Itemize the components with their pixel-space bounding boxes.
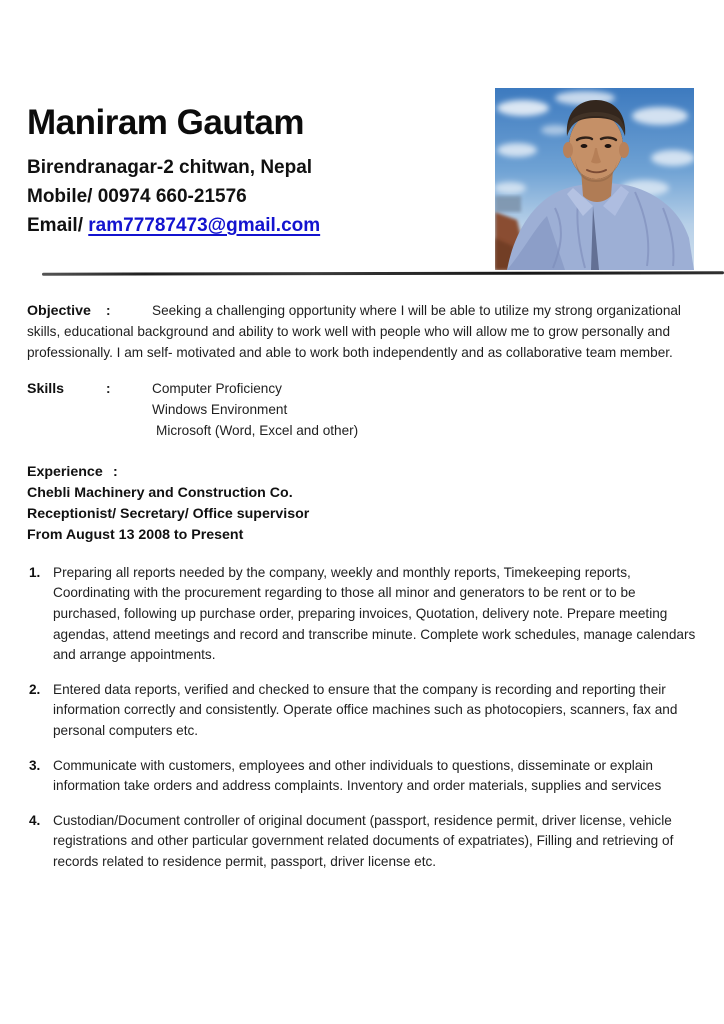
- contact-block: [27, 153, 487, 240]
- person-name: Maniram Gautam: [27, 103, 304, 142]
- duty-text: Communicate with customers, employees and other individuals to questions, disseminate or explain information take orders and address complaints. Inventory and order materials, supplies and services: [53, 757, 662, 794]
- email-link[interactable]: ram77787473@gmail.com: [88, 215, 321, 236]
- skills-list: [152, 379, 358, 441]
- duty-number: 2.: [29, 681, 41, 697]
- skill-item: Computer Proficiency: [152, 381, 282, 397]
- experience-label: Experience: [27, 463, 103, 480]
- skill-item: Windows Environment: [152, 402, 288, 418]
- objective-label: Objective: [27, 303, 91, 319]
- resume-header: [27, 100, 487, 240]
- address-line: Birendranagar-2 chitwan, Nepal: [27, 157, 313, 178]
- experience-colon: :: [113, 463, 118, 480]
- mobile-number: 00974 660-21576: [97, 186, 247, 207]
- duty-text: Entered data reports, verified and checked to ensure that the company is recording and reporting their information correctly and consistently. Operate office machines such as photocopiers, scanners, fax and personal computers etc.: [53, 681, 678, 738]
- objective-section: [27, 301, 705, 363]
- header-divider: [42, 271, 724, 275]
- email-line: [27, 211, 487, 240]
- skills-colon: :: [106, 381, 111, 397]
- duty-text: Custodian/Document controller of original document (passport, residence permit, driver license, vehicle registrations and other particular government related documents of expatriates), Filling and retrieving of records related to residence permit, passport, driver license etc.: [53, 812, 674, 869]
- email-label: Email/: [27, 215, 83, 236]
- duty-item: [27, 680, 705, 742]
- experience-role: Receptionist/ Secretary/ Office supervisor: [27, 505, 310, 522]
- duty-number: 4.: [29, 812, 41, 828]
- objective-colon: :: [106, 303, 111, 318]
- duty-number: 3.: [29, 757, 41, 773]
- experience-duration: From August 13 2008 to Present: [27, 526, 244, 543]
- mobile-line: [27, 182, 487, 211]
- skills-section: [27, 379, 705, 441]
- profile-photo-image: [495, 88, 694, 270]
- skills-label: Skills: [27, 381, 65, 398]
- mobile-label: Mobile/: [27, 186, 93, 207]
- resume-body: [27, 301, 705, 887]
- experience-company: Chebli Machinery and Construction Co.: [27, 484, 293, 501]
- duty-item: [27, 563, 705, 666]
- duties-list: [27, 563, 705, 873]
- experience-section: [27, 462, 705, 546]
- experience-heading: [27, 462, 705, 483]
- duty-text: Preparing all reports needed by the company, weekly and monthly reports, Timekeeping reports, Coordinating with the procurement regarding to those all minor and generators to be rent or to be purchased, following up purchase order, preparing invoices, Quotation, delivery note. Prepare meeting agendas, attend meetings and record and transcribe minute. Complete work schedules, manage calendars and arrange appointments.: [53, 564, 696, 663]
- skill-item: Microsoft (Word, Excel and other): [156, 422, 359, 438]
- duty-item: [27, 811, 705, 873]
- duty-number: 1.: [29, 564, 41, 580]
- profile-photo: [495, 88, 694, 270]
- duty-item: [27, 756, 705, 797]
- objective-text: Seeking a challenging opportunity where I will be able to utilize my strong organizational skills, educational background and ability to work well with people who will allow me to grow personally and professionally. I am self- motivated and able to work both independently and as collaborative team member.: [27, 303, 681, 360]
